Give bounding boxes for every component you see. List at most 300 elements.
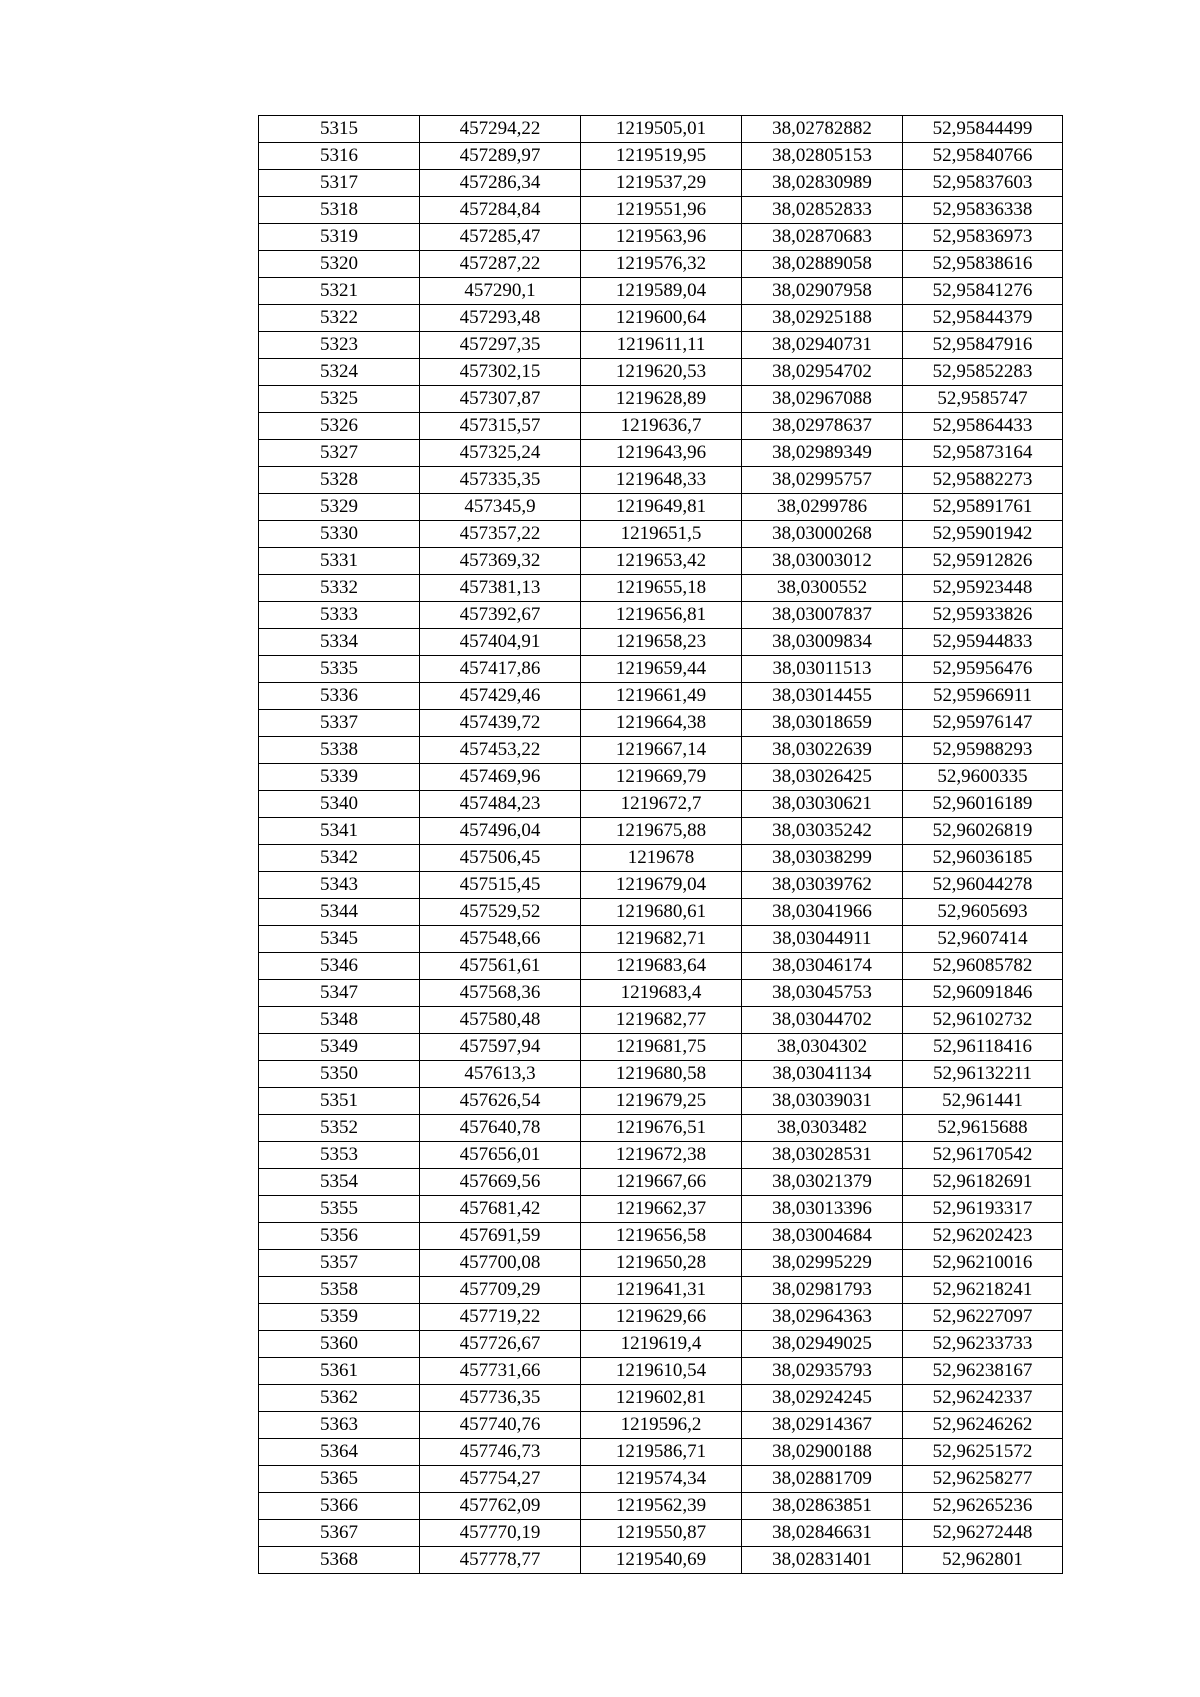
- latitude-cell: 52,95841276: [903, 278, 1063, 305]
- table-row: [259, 1196, 1063, 1223]
- x-coordinate-cell: 457369,32: [420, 548, 581, 575]
- table-row: [259, 710, 1063, 737]
- longitude-cell: 38,02863851: [742, 1493, 903, 1520]
- table-row: [259, 1061, 1063, 1088]
- table-row: [259, 602, 1063, 629]
- longitude-cell: 38,03030621: [742, 791, 903, 818]
- longitude-cell: 38,03007837: [742, 602, 903, 629]
- y-coordinate-cell: 1219551,96: [581, 197, 742, 224]
- latitude-cell: 52,95988293: [903, 737, 1063, 764]
- latitude-cell: 52,95836338: [903, 197, 1063, 224]
- x-coordinate-cell: 457626,54: [420, 1088, 581, 1115]
- point-number-cell: 5319: [259, 224, 420, 251]
- point-number-cell: 5315: [259, 116, 420, 143]
- point-number-cell: 5354: [259, 1169, 420, 1196]
- table-row: [259, 1304, 1063, 1331]
- point-number-cell: 5329: [259, 494, 420, 521]
- longitude-cell: 38,03021379: [742, 1169, 903, 1196]
- latitude-cell: 52,96227097: [903, 1304, 1063, 1331]
- x-coordinate-cell: 457754,27: [420, 1466, 581, 1493]
- point-number-cell: 5325: [259, 386, 420, 413]
- x-coordinate-cell: 457709,29: [420, 1277, 581, 1304]
- y-coordinate-cell: 1219619,4: [581, 1331, 742, 1358]
- longitude-cell: 38,02978637: [742, 413, 903, 440]
- latitude-cell: 52,96016189: [903, 791, 1063, 818]
- y-coordinate-cell: 1219681,75: [581, 1034, 742, 1061]
- latitude-cell: 52,95852283: [903, 359, 1063, 386]
- longitude-cell: 38,03041134: [742, 1061, 903, 1088]
- point-number-cell: 5336: [259, 683, 420, 710]
- point-number-cell: 5367: [259, 1520, 420, 1547]
- x-coordinate-cell: 457740,76: [420, 1412, 581, 1439]
- latitude-cell: 52,9607414: [903, 926, 1063, 953]
- longitude-cell: 38,03011513: [742, 656, 903, 683]
- x-coordinate-cell: 457302,15: [420, 359, 581, 386]
- point-number-cell: 5350: [259, 1061, 420, 1088]
- y-coordinate-cell: 1219648,33: [581, 467, 742, 494]
- y-coordinate-cell: 1219658,23: [581, 629, 742, 656]
- x-coordinate-cell: 457726,67: [420, 1331, 581, 1358]
- point-number-cell: 5340: [259, 791, 420, 818]
- table-row: [259, 764, 1063, 791]
- y-coordinate-cell: 1219574,34: [581, 1466, 742, 1493]
- longitude-cell: 38,0300552: [742, 575, 903, 602]
- coordinates-table: [258, 115, 1063, 1574]
- y-coordinate-cell: 1219656,81: [581, 602, 742, 629]
- table-row: [259, 1223, 1063, 1250]
- table-row: [259, 1034, 1063, 1061]
- point-number-cell: 5337: [259, 710, 420, 737]
- y-coordinate-cell: 1219641,31: [581, 1277, 742, 1304]
- table-row: [259, 170, 1063, 197]
- y-coordinate-cell: 1219664,38: [581, 710, 742, 737]
- point-number-cell: 5366: [259, 1493, 420, 1520]
- x-coordinate-cell: 457568,36: [420, 980, 581, 1007]
- point-number-cell: 5318: [259, 197, 420, 224]
- point-number-cell: 5359: [259, 1304, 420, 1331]
- table-row: [259, 872, 1063, 899]
- table-row: [259, 1385, 1063, 1412]
- x-coordinate-cell: 457770,19: [420, 1520, 581, 1547]
- point-number-cell: 5341: [259, 818, 420, 845]
- latitude-cell: 52,96218241: [903, 1277, 1063, 1304]
- table-row: [259, 1439, 1063, 1466]
- table-row: [259, 980, 1063, 1007]
- x-coordinate-cell: 457613,3: [420, 1061, 581, 1088]
- table-row: [259, 953, 1063, 980]
- latitude-cell: 52,95901942: [903, 521, 1063, 548]
- latitude-cell: 52,962801: [903, 1547, 1063, 1574]
- table-row: [259, 575, 1063, 602]
- longitude-cell: 38,03045753: [742, 980, 903, 1007]
- y-coordinate-cell: 1219672,7: [581, 791, 742, 818]
- table-row: [259, 521, 1063, 548]
- longitude-cell: 38,02995229: [742, 1250, 903, 1277]
- y-coordinate-cell: 1219505,01: [581, 116, 742, 143]
- y-coordinate-cell: 1219650,28: [581, 1250, 742, 1277]
- point-number-cell: 5362: [259, 1385, 420, 1412]
- latitude-cell: 52,95844499: [903, 116, 1063, 143]
- x-coordinate-cell: 457417,86: [420, 656, 581, 683]
- point-number-cell: 5338: [259, 737, 420, 764]
- longitude-cell: 38,02989349: [742, 440, 903, 467]
- point-number-cell: 5355: [259, 1196, 420, 1223]
- x-coordinate-cell: 457293,48: [420, 305, 581, 332]
- table-row: [259, 683, 1063, 710]
- y-coordinate-cell: 1219537,29: [581, 170, 742, 197]
- x-coordinate-cell: 457294,22: [420, 116, 581, 143]
- y-coordinate-cell: 1219589,04: [581, 278, 742, 305]
- x-coordinate-cell: 457469,96: [420, 764, 581, 791]
- y-coordinate-cell: 1219678: [581, 845, 742, 872]
- y-coordinate-cell: 1219661,49: [581, 683, 742, 710]
- table-row: [259, 143, 1063, 170]
- x-coordinate-cell: 457287,22: [420, 251, 581, 278]
- y-coordinate-cell: 1219576,32: [581, 251, 742, 278]
- point-number-cell: 5349: [259, 1034, 420, 1061]
- latitude-cell: 52,96246262: [903, 1412, 1063, 1439]
- x-coordinate-cell: 457289,97: [420, 143, 581, 170]
- y-coordinate-cell: 1219620,53: [581, 359, 742, 386]
- y-coordinate-cell: 1219563,96: [581, 224, 742, 251]
- point-number-cell: 5321: [259, 278, 420, 305]
- longitude-cell: 38,02830989: [742, 170, 903, 197]
- y-coordinate-cell: 1219611,11: [581, 332, 742, 359]
- longitude-cell: 38,02907958: [742, 278, 903, 305]
- latitude-cell: 52,96242337: [903, 1385, 1063, 1412]
- latitude-cell: 52,95840766: [903, 143, 1063, 170]
- longitude-cell: 38,03004684: [742, 1223, 903, 1250]
- x-coordinate-cell: 457345,9: [420, 494, 581, 521]
- y-coordinate-cell: 1219683,4: [581, 980, 742, 1007]
- latitude-cell: 52,95976147: [903, 710, 1063, 737]
- x-coordinate-cell: 457515,45: [420, 872, 581, 899]
- longitude-cell: 38,03028531: [742, 1142, 903, 1169]
- longitude-cell: 38,03039762: [742, 872, 903, 899]
- point-number-cell: 5364: [259, 1439, 420, 1466]
- x-coordinate-cell: 457357,22: [420, 521, 581, 548]
- longitude-cell: 38,03038299: [742, 845, 903, 872]
- table-row: [259, 1115, 1063, 1142]
- x-coordinate-cell: 457640,78: [420, 1115, 581, 1142]
- x-coordinate-cell: 457597,94: [420, 1034, 581, 1061]
- table-row: [259, 413, 1063, 440]
- latitude-cell: 52,96210016: [903, 1250, 1063, 1277]
- latitude-cell: 52,95944833: [903, 629, 1063, 656]
- longitude-cell: 38,02870683: [742, 224, 903, 251]
- coordinates-table-body: [259, 116, 1063, 1574]
- x-coordinate-cell: 457335,35: [420, 467, 581, 494]
- y-coordinate-cell: 1219600,64: [581, 305, 742, 332]
- y-coordinate-cell: 1219636,7: [581, 413, 742, 440]
- y-coordinate-cell: 1219659,44: [581, 656, 742, 683]
- x-coordinate-cell: 457561,61: [420, 953, 581, 980]
- latitude-cell: 52,96026819: [903, 818, 1063, 845]
- y-coordinate-cell: 1219586,71: [581, 1439, 742, 1466]
- point-number-cell: 5322: [259, 305, 420, 332]
- longitude-cell: 38,02949025: [742, 1331, 903, 1358]
- point-number-cell: 5317: [259, 170, 420, 197]
- y-coordinate-cell: 1219675,88: [581, 818, 742, 845]
- table-row: [259, 1088, 1063, 1115]
- latitude-cell: 52,95864433: [903, 413, 1063, 440]
- longitude-cell: 38,02889058: [742, 251, 903, 278]
- latitude-cell: 52,96193317: [903, 1196, 1063, 1223]
- y-coordinate-cell: 1219649,81: [581, 494, 742, 521]
- latitude-cell: 52,96044278: [903, 872, 1063, 899]
- longitude-cell: 38,0303482: [742, 1115, 903, 1142]
- y-coordinate-cell: 1219629,66: [581, 1304, 742, 1331]
- table-row: [259, 359, 1063, 386]
- point-number-cell: 5347: [259, 980, 420, 1007]
- longitude-cell: 38,02925188: [742, 305, 903, 332]
- longitude-cell: 38,02805153: [742, 143, 903, 170]
- latitude-cell: 52,96036185: [903, 845, 1063, 872]
- latitude-cell: 52,96182691: [903, 1169, 1063, 1196]
- x-coordinate-cell: 457439,72: [420, 710, 581, 737]
- table-row: [259, 1169, 1063, 1196]
- x-coordinate-cell: 457736,35: [420, 1385, 581, 1412]
- latitude-cell: 52,95882273: [903, 467, 1063, 494]
- latitude-cell: 52,96170542: [903, 1142, 1063, 1169]
- table-row: [259, 1520, 1063, 1547]
- y-coordinate-cell: 1219519,95: [581, 143, 742, 170]
- table-row: [259, 224, 1063, 251]
- latitude-cell: 52,9600335: [903, 764, 1063, 791]
- table-row: [259, 1142, 1063, 1169]
- y-coordinate-cell: 1219656,58: [581, 1223, 742, 1250]
- latitude-cell: 52,95891761: [903, 494, 1063, 521]
- x-coordinate-cell: 457719,22: [420, 1304, 581, 1331]
- point-number-cell: 5328: [259, 467, 420, 494]
- x-coordinate-cell: 457286,34: [420, 170, 581, 197]
- table-row: [259, 1250, 1063, 1277]
- longitude-cell: 38,03035242: [742, 818, 903, 845]
- latitude-cell: 52,96238167: [903, 1358, 1063, 1385]
- x-coordinate-cell: 457453,22: [420, 737, 581, 764]
- latitude-cell: 52,95844379: [903, 305, 1063, 332]
- x-coordinate-cell: 457297,35: [420, 332, 581, 359]
- y-coordinate-cell: 1219682,77: [581, 1007, 742, 1034]
- longitude-cell: 38,02995757: [742, 467, 903, 494]
- y-coordinate-cell: 1219540,69: [581, 1547, 742, 1574]
- longitude-cell: 38,03026425: [742, 764, 903, 791]
- point-number-cell: 5332: [259, 575, 420, 602]
- latitude-cell: 52,95933826: [903, 602, 1063, 629]
- longitude-cell: 38,0304302: [742, 1034, 903, 1061]
- latitude-cell: 52,96258277: [903, 1466, 1063, 1493]
- longitude-cell: 38,02964363: [742, 1304, 903, 1331]
- longitude-cell: 38,03014455: [742, 683, 903, 710]
- longitude-cell: 38,02914367: [742, 1412, 903, 1439]
- point-number-cell: 5346: [259, 953, 420, 980]
- y-coordinate-cell: 1219679,04: [581, 872, 742, 899]
- latitude-cell: 52,96118416: [903, 1034, 1063, 1061]
- table-row: [259, 467, 1063, 494]
- longitude-cell: 38,03013396: [742, 1196, 903, 1223]
- y-coordinate-cell: 1219682,71: [581, 926, 742, 953]
- y-coordinate-cell: 1219602,81: [581, 1385, 742, 1412]
- longitude-cell: 38,03003012: [742, 548, 903, 575]
- longitude-cell: 38,03009834: [742, 629, 903, 656]
- x-coordinate-cell: 457506,45: [420, 845, 581, 872]
- y-coordinate-cell: 1219679,25: [581, 1088, 742, 1115]
- longitude-cell: 38,02967088: [742, 386, 903, 413]
- point-number-cell: 5333: [259, 602, 420, 629]
- latitude-cell: 52,95838616: [903, 251, 1063, 278]
- latitude-cell: 52,95912826: [903, 548, 1063, 575]
- x-coordinate-cell: 457404,91: [420, 629, 581, 656]
- x-coordinate-cell: 457548,66: [420, 926, 581, 953]
- x-coordinate-cell: 457484,23: [420, 791, 581, 818]
- longitude-cell: 38,02940731: [742, 332, 903, 359]
- table-row: [259, 737, 1063, 764]
- point-number-cell: 5361: [259, 1358, 420, 1385]
- table-row: [259, 1493, 1063, 1520]
- table-row: [259, 1466, 1063, 1493]
- point-number-cell: 5335: [259, 656, 420, 683]
- x-coordinate-cell: 457285,47: [420, 224, 581, 251]
- longitude-cell: 38,02954702: [742, 359, 903, 386]
- longitude-cell: 38,03044702: [742, 1007, 903, 1034]
- longitude-cell: 38,02924245: [742, 1385, 903, 1412]
- point-number-cell: 5356: [259, 1223, 420, 1250]
- x-coordinate-cell: 457284,84: [420, 197, 581, 224]
- y-coordinate-cell: 1219643,96: [581, 440, 742, 467]
- latitude-cell: 52,96132211: [903, 1061, 1063, 1088]
- x-coordinate-cell: 457681,42: [420, 1196, 581, 1223]
- latitude-cell: 52,95966911: [903, 683, 1063, 710]
- x-coordinate-cell: 457656,01: [420, 1142, 581, 1169]
- table-row: [259, 818, 1063, 845]
- x-coordinate-cell: 457700,08: [420, 1250, 581, 1277]
- table-row: [259, 926, 1063, 953]
- y-coordinate-cell: 1219669,79: [581, 764, 742, 791]
- latitude-cell: 52,96233733: [903, 1331, 1063, 1358]
- point-number-cell: 5342: [259, 845, 420, 872]
- latitude-cell: 52,961441: [903, 1088, 1063, 1115]
- latitude-cell: 52,96272448: [903, 1520, 1063, 1547]
- y-coordinate-cell: 1219680,58: [581, 1061, 742, 1088]
- longitude-cell: 38,02831401: [742, 1547, 903, 1574]
- point-number-cell: 5326: [259, 413, 420, 440]
- longitude-cell: 38,0299786: [742, 494, 903, 521]
- table-row: [259, 386, 1063, 413]
- y-coordinate-cell: 1219562,39: [581, 1493, 742, 1520]
- y-coordinate-cell: 1219680,61: [581, 899, 742, 926]
- x-coordinate-cell: 457669,56: [420, 1169, 581, 1196]
- latitude-cell: 52,95956476: [903, 656, 1063, 683]
- x-coordinate-cell: 457307,87: [420, 386, 581, 413]
- latitude-cell: 52,96091846: [903, 980, 1063, 1007]
- longitude-cell: 38,03000268: [742, 521, 903, 548]
- point-number-cell: 5363: [259, 1412, 420, 1439]
- longitude-cell: 38,03044911: [742, 926, 903, 953]
- y-coordinate-cell: 1219676,51: [581, 1115, 742, 1142]
- longitude-cell: 38,02935793: [742, 1358, 903, 1385]
- point-number-cell: 5320: [259, 251, 420, 278]
- table-row: [259, 548, 1063, 575]
- x-coordinate-cell: 457429,46: [420, 683, 581, 710]
- y-coordinate-cell: 1219667,66: [581, 1169, 742, 1196]
- longitude-cell: 38,03039031: [742, 1088, 903, 1115]
- x-coordinate-cell: 457290,1: [420, 278, 581, 305]
- y-coordinate-cell: 1219651,5: [581, 521, 742, 548]
- y-coordinate-cell: 1219550,87: [581, 1520, 742, 1547]
- longitude-cell: 38,02900188: [742, 1439, 903, 1466]
- x-coordinate-cell: 457746,73: [420, 1439, 581, 1466]
- longitude-cell: 38,03041966: [742, 899, 903, 926]
- latitude-cell: 52,95836973: [903, 224, 1063, 251]
- table-row: [259, 116, 1063, 143]
- point-number-cell: 5344: [259, 899, 420, 926]
- latitude-cell: 52,96085782: [903, 953, 1063, 980]
- point-number-cell: 5331: [259, 548, 420, 575]
- y-coordinate-cell: 1219683,64: [581, 953, 742, 980]
- longitude-cell: 38,03046174: [742, 953, 903, 980]
- y-coordinate-cell: 1219653,42: [581, 548, 742, 575]
- point-number-cell: 5368: [259, 1547, 420, 1574]
- point-number-cell: 5360: [259, 1331, 420, 1358]
- point-number-cell: 5358: [259, 1277, 420, 1304]
- y-coordinate-cell: 1219655,18: [581, 575, 742, 602]
- latitude-cell: 52,9605693: [903, 899, 1063, 926]
- latitude-cell: 52,9615688: [903, 1115, 1063, 1142]
- point-number-cell: 5345: [259, 926, 420, 953]
- longitude-cell: 38,03022639: [742, 737, 903, 764]
- latitude-cell: 52,96202423: [903, 1223, 1063, 1250]
- y-coordinate-cell: 1219596,2: [581, 1412, 742, 1439]
- table-row: [259, 1007, 1063, 1034]
- table-row: [259, 656, 1063, 683]
- table-row: [259, 1277, 1063, 1304]
- table-row: [259, 494, 1063, 521]
- table-row: [259, 1412, 1063, 1439]
- point-number-cell: 5316: [259, 143, 420, 170]
- y-coordinate-cell: 1219610,54: [581, 1358, 742, 1385]
- table-row: [259, 332, 1063, 359]
- point-number-cell: 5357: [259, 1250, 420, 1277]
- point-number-cell: 5330: [259, 521, 420, 548]
- point-number-cell: 5339: [259, 764, 420, 791]
- point-number-cell: 5343: [259, 872, 420, 899]
- point-number-cell: 5348: [259, 1007, 420, 1034]
- point-number-cell: 5323: [259, 332, 420, 359]
- x-coordinate-cell: 457325,24: [420, 440, 581, 467]
- point-number-cell: 5324: [259, 359, 420, 386]
- table-row: [259, 899, 1063, 926]
- table-row: [259, 1358, 1063, 1385]
- table-row: [259, 440, 1063, 467]
- latitude-cell: 52,96265236: [903, 1493, 1063, 1520]
- longitude-cell: 38,02846631: [742, 1520, 903, 1547]
- longitude-cell: 38,02782882: [742, 116, 903, 143]
- table-row: [259, 197, 1063, 224]
- x-coordinate-cell: 457392,67: [420, 602, 581, 629]
- longitude-cell: 38,02881709: [742, 1466, 903, 1493]
- x-coordinate-cell: 457778,77: [420, 1547, 581, 1574]
- y-coordinate-cell: 1219628,89: [581, 386, 742, 413]
- x-coordinate-cell: 457580,48: [420, 1007, 581, 1034]
- point-number-cell: 5353: [259, 1142, 420, 1169]
- latitude-cell: 52,95923448: [903, 575, 1063, 602]
- x-coordinate-cell: 457381,13: [420, 575, 581, 602]
- longitude-cell: 38,02852833: [742, 197, 903, 224]
- longitude-cell: 38,02981793: [742, 1277, 903, 1304]
- point-number-cell: 5351: [259, 1088, 420, 1115]
- x-coordinate-cell: 457731,66: [420, 1358, 581, 1385]
- point-number-cell: 5327: [259, 440, 420, 467]
